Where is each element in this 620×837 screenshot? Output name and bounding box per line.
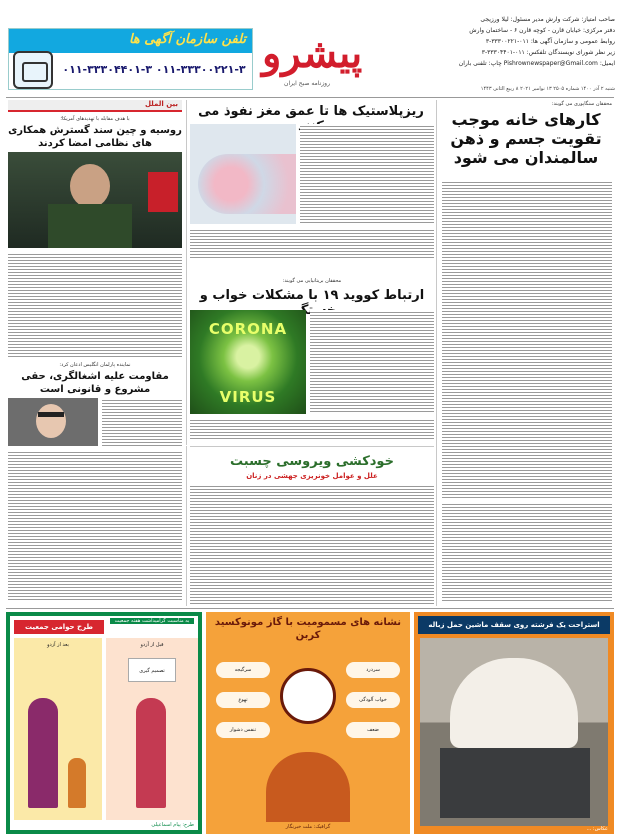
truck-photo — [420, 638, 608, 826]
elderly-body — [442, 180, 612, 498]
elderly-kicker: محققان سنگاپوری می گویند: — [551, 101, 612, 107]
britain-body — [102, 398, 182, 446]
virus-label: VIRUS — [219, 388, 277, 406]
plastic-body — [300, 124, 434, 224]
mother-figure — [136, 698, 166, 808]
corona-label: CORONA — [208, 320, 288, 338]
bleeding-subhead: علل و عوامل خونریزی جهشی در زنان — [246, 472, 378, 480]
elderly-headline: کارهای خانه موجب تقویت جسم و ذهن سالمندان می شود — [450, 110, 602, 167]
bleeding-body — [190, 484, 434, 604]
posters-divider — [6, 608, 614, 609]
campaign-subtitle: به مناسبت گرامیداشت هفته جمعیت — [110, 618, 194, 624]
population-campaign-poster — [6, 612, 202, 834]
mp-photo — [8, 398, 98, 446]
co-symptom: ضعف — [346, 722, 400, 738]
info-line: دفتر مرکزی: خیابان قارن - کوچه قارن ۶ - ساختمان وارش — [469, 27, 615, 34]
newspaper-logo: پیشرو — [262, 30, 363, 77]
co-center-illustration — [280, 668, 336, 724]
ad-label: تلفن سازمان آگهی ها — [128, 32, 246, 47]
lower-left-body — [442, 502, 612, 602]
britain-kicker: نماینده پارلمان انگلیس اذعان کرد: — [59, 362, 131, 368]
column-rule — [186, 446, 187, 606]
section-bar — [8, 100, 182, 112]
co-symptom: سردرد — [346, 662, 400, 678]
info-line: ایمیل: Pishrownewspaper@Gmail.com چاپ: تلفنی باران — [458, 60, 615, 67]
masthead — [0, 0, 620, 96]
angel-truck-poster — [414, 612, 614, 834]
russia-body — [8, 252, 182, 358]
child-figure — [68, 758, 86, 808]
campaign-title: طرح حوامی جمعیت — [14, 620, 104, 634]
co-symptom: تهوع — [216, 692, 270, 708]
covid-kicker: محققان بریتانیایی می گویند: — [282, 278, 342, 284]
before-label: قبل از آزدو — [140, 642, 164, 648]
co-figure-illustration — [266, 752, 350, 822]
co-title: نشانه های مسمومیت با گاز مونوکسید کربن — [214, 617, 402, 641]
decision-card — [128, 658, 176, 682]
campaign-footer: طرح: پیام اسماعیلی — [151, 822, 194, 828]
covid-body — [310, 310, 434, 414]
truck-caption: عکاس: ... — [586, 826, 608, 832]
bleeding-headline: خودکشی ویروسی چسبت — [230, 454, 394, 469]
covid-body-lower — [190, 418, 434, 440]
column-rule — [186, 100, 187, 445]
ad-box — [8, 28, 253, 90]
date-line: شنبه ۲ آذر ۱۴۰۰ شماره ۲۵۰۵ ۱۳ نوامبر ۲۰۲۱ ۸ ربیع الثانی ۱۴۴۳ — [480, 86, 615, 92]
carbon-monoxide-poster — [206, 612, 410, 834]
co-symptom: خواب آلودگی — [346, 692, 400, 708]
column-rule — [436, 446, 437, 606]
russia-headline: روسیه و چین سند گسترش همکاری های نظامی امضا کردند — [8, 125, 182, 149]
fingertip-microplastic-image — [190, 124, 296, 224]
covid-headline: ارتباط کووید ۱۹ با مشکلات خواب و — [199, 288, 425, 303]
column-rule — [436, 100, 437, 500]
angel-truck-title: استراحت یک فرشته روی سقف ماشین حمل زباله — [418, 616, 610, 634]
plastic-headline: ریزپلاستیک ها تا عمق مغز نفوذ می — [198, 104, 424, 119]
co-symptom: سرگیجه — [216, 662, 270, 678]
info-line: صاحب امتیاز: شرکت وارش مدیر مسئول: لیلا ورزیجی — [480, 16, 615, 23]
section-label: بین الملل — [144, 100, 178, 108]
britain-headline: مقاومت علیه اشغالگری، حقی مشروع و قانونی است — [21, 371, 169, 395]
info-line: زیر نظر شورای نویسندگان تلفکس: ۰۱۱-۳۳۳۰۴۴۰۱-۳ — [481, 49, 615, 56]
row-divider — [190, 446, 434, 447]
phone-icon — [13, 51, 53, 89]
masthead-divider — [6, 97, 614, 98]
corona-virus-image — [190, 310, 306, 414]
ad-phones: ۰۱۱-۳۳۳۰۰۲۲۱-۳ ۰۱۱-۳۳۳۰۴۴۰۱-۳ — [62, 63, 246, 76]
after-panel — [14, 638, 102, 820]
russia-kicker: با هدف مقابله با تهدیدهای آمریکا؛ — [60, 116, 130, 122]
before-panel — [106, 638, 198, 820]
shoigu-photo — [8, 152, 182, 248]
decision-label: تصمیم گیری — [139, 668, 165, 674]
after-label: بعد از آزدو — [47, 642, 69, 648]
mother-figure — [28, 698, 58, 808]
britain-body-lower — [8, 450, 182, 600]
co-caption: گرافیک: ملت خبرنگار — [285, 824, 331, 830]
publisher-info — [360, 14, 615, 92]
logo-sub: روزنامه صبح ایران — [284, 80, 330, 87]
info-line: روابط عمومی و سازمان آگهی ها: ۰۱۱-۳۳۳۰۰۲۲۱-۳ — [485, 38, 615, 45]
co-symptom: تنفس دشوار — [216, 722, 270, 738]
plastic-body-lower — [190, 228, 434, 258]
